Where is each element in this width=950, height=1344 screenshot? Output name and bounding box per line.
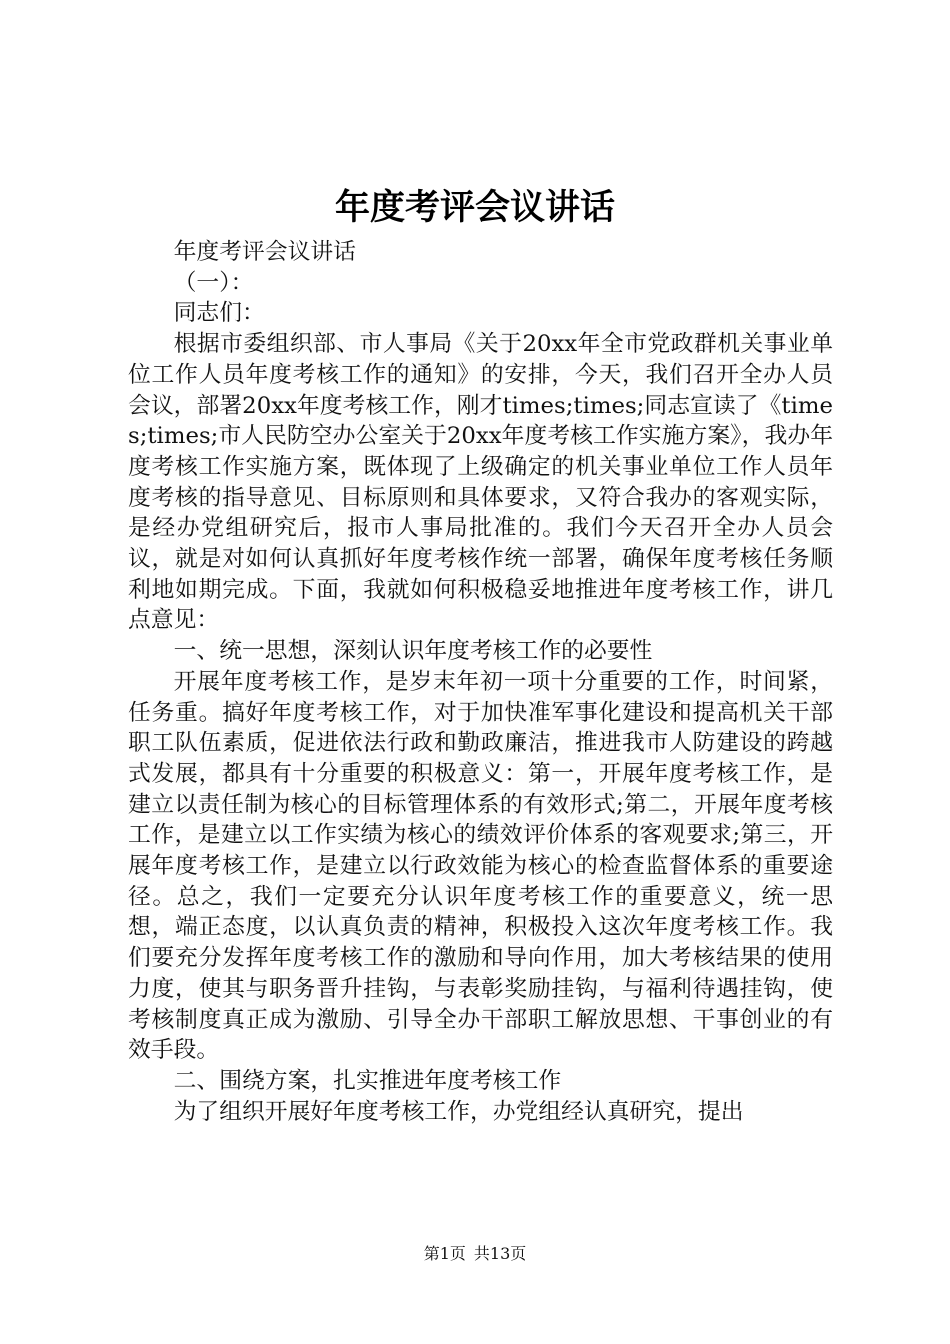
paragraph-salutation: 同志们： [173, 300, 265, 327]
page-number-current: 第1页 [423, 1244, 466, 1263]
page-number-total: 共13页 [473, 1244, 527, 1263]
paragraph-section-1: 开展年度考核工作，是岁末年初一项十分重要的工作，时间紧，任务重。搞好年度考核工作，对于加快准军事化建设和提高机关干部职工队伍素质，促进依法行政和勤政廉洁，推进我市人防建设的跨越式发展，都具有十分重要的积极意义：第一，开展年度考核工作，是建立以责任制为核心的目标管理体系的有效形式;第二，开展年度考核工作，是建立以工作实绩为核心的绩效评价体系的客观要求;第三，开展年度考核工作，是建立以行政效能为核心的检查监督体系的重要途径。总之，我们一定要充分认识年度考核工作的重要意义，统一思想，端正态度，以认真负责的精神，积极投入这次年度考核工作。我们要充分发挥年度考核工作的激励和导向作用，加大考核结果的使用力度，使其与职务晋升挂钩，与表彰奖励挂钩，与福利待遇挂钩，使考核制度真正成为激励、引导全办干部职工解放思想、干事创业的有效手段。 [128, 668, 833, 1064]
paragraph-part-marker: （一）： [173, 269, 254, 296]
section-heading-1: 一、统一思想，深刻认识年度考核工作的必要性 [173, 638, 653, 665]
document-title: 年度考评会议讲话 [334, 187, 615, 228]
section-heading-2: 二、围绕方案，扎实推进年度考核工作 [173, 1067, 562, 1094]
paragraph-intro: 根据市委组织部、市人事局《关于20xx年全市党政群机关事业单位工作人员年度考核工作的通知》的安排，今天，我们召开全办人员会议，部署20xx年度考核工作，刚才times;times;同志宣读了《times;times;市人民防空办公室关于20xx年度考核工作实施方案》，我办年度考核工作实施方案，既体现了上级确定的机关事业单位工作人员年度考核的指导意见、目标原则和具体要求，又符合我办的客观实际，是经办党组研究后，报市人事局批准的。我们今天召开全办人员会议，就是对如何认真抓好年度考核作统一部署，确保年度考核任务顺利地如期完成。下面，我就如何积极稳妥地推进年度考核工作，讲几点意见： [128, 331, 833, 634]
page-footer [0, 1243, 950, 1265]
paragraph-subtitle: 年度考评会议讲话 [173, 239, 356, 265]
document-body [128, 237, 833, 1127]
paragraph-section-2: 为了组织开展好年度考核工作，办党组经认真研究，提出 [173, 1098, 744, 1125]
